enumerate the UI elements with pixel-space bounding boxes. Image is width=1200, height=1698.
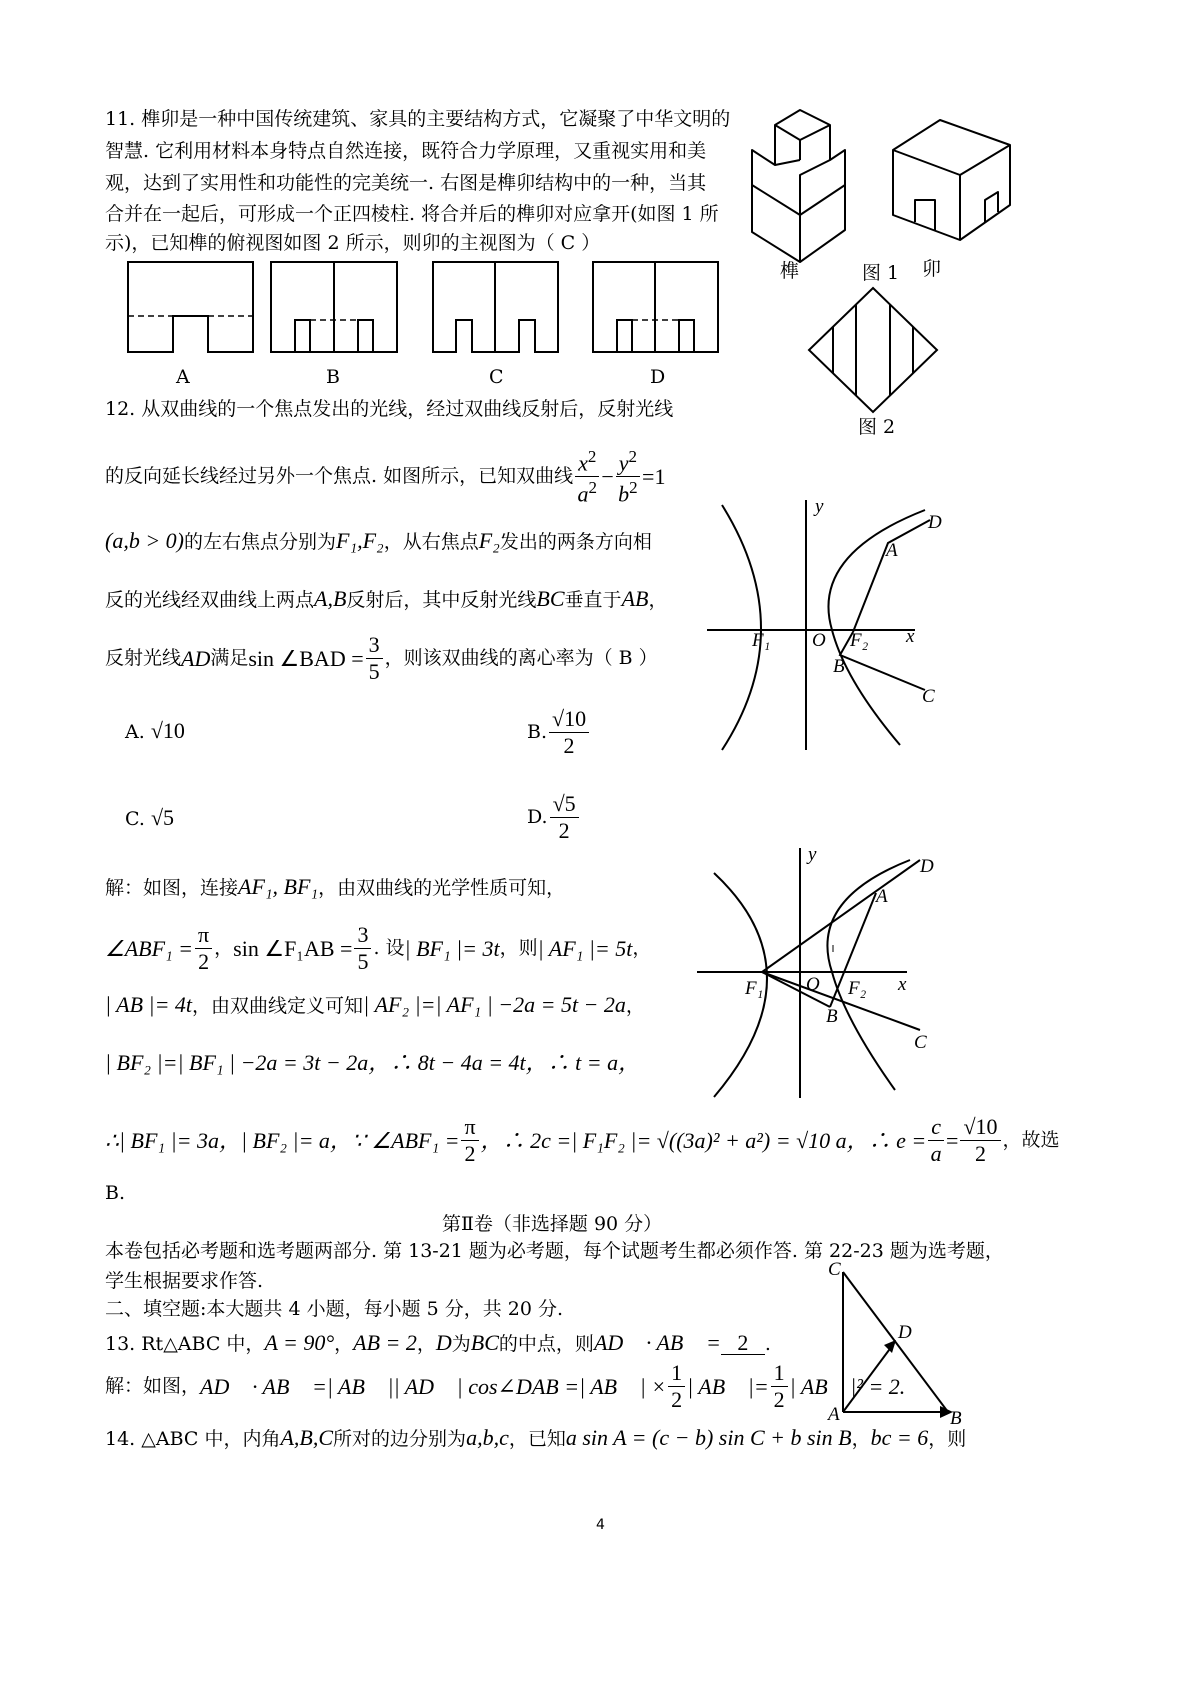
part2-intro-1: 本卷包括必考题和选考题两部分. 第 13-21 题为必考题，每个试题考生都必须作答. 第 22-23 题为选考题， [105, 1240, 1004, 1262]
q11-line-1: 11. 榫卯是一种中国传统建筑、家具的主要结构方式，它凝聚了中华文明的 [105, 108, 731, 130]
text: ，故选 [1002, 1129, 1060, 1151]
point-b-label: B [833, 656, 845, 677]
den: 2 [558, 818, 570, 843]
math: a sin A = (c − b) sin C + b sin B [565, 1425, 852, 1450]
den: 5 [368, 659, 380, 684]
point-d-label: D [928, 512, 942, 533]
math: a,b,c [466, 1425, 509, 1450]
q12-line-4 [105, 588, 667, 610]
y-var: y [618, 450, 629, 476]
points-ab: A,B [314, 586, 347, 611]
solution-line-1 [105, 876, 565, 898]
den: 2 [198, 949, 210, 974]
option-a-label: A [176, 366, 190, 388]
math: ，∴ 2c =| F₁F₂ |= √((3a)² + a²) = √10 a，∴ e = [480, 1127, 927, 1153]
bc: BC [536, 586, 565, 611]
math: sin ∠F₁AB = [233, 935, 353, 961]
vertex-c-label: C [828, 1259, 841, 1280]
f2: F₂ [478, 528, 500, 553]
a-var: a [577, 481, 589, 507]
point-d-label: D [920, 856, 934, 877]
ab-condition: (a,b > 0) [105, 528, 184, 553]
f2-label: F₂ [850, 630, 869, 651]
point-a-label: A [886, 540, 898, 561]
text: 的左右焦点分别为 [184, 531, 337, 553]
num: 3 [354, 924, 371, 949]
text: 反的光线经双曲线上两点 [105, 589, 315, 611]
vertex-a-label: A [828, 1404, 840, 1425]
choice-d[interactable] [527, 793, 581, 842]
text: ，已知 [508, 1428, 566, 1450]
exp: 2 [628, 447, 638, 466]
q11-line-4: 合并在一起后，可形成一个正四棱柱. 将合并后的榫卯对应拿开(如图 1 所 [105, 203, 719, 225]
num: c [928, 1116, 944, 1141]
choice-label: C. [125, 808, 145, 830]
den: 2 [464, 1141, 476, 1166]
den: 2 [563, 733, 575, 758]
den: 2 [671, 1387, 683, 1412]
math: A = 90° [264, 1330, 335, 1355]
text: 所对的边分别为 [333, 1428, 467, 1450]
fig1-caption: 图 1 [862, 262, 900, 284]
text: 反射后，其中反射光线 [346, 589, 537, 611]
x-axis-label: x [898, 974, 907, 995]
q11-line-5: 示)，已知榫的俯视图如图 2 所示，则卯的主视图为（ C ） [105, 232, 601, 254]
den: 2 [974, 1141, 986, 1166]
ad: AD [181, 645, 211, 671]
text: 反射光线 [105, 647, 182, 669]
minus-sign: − [601, 463, 614, 489]
fraction-3-5 [366, 634, 383, 683]
num: √10 [549, 708, 589, 733]
option-b-label: B [326, 366, 340, 388]
q12-line-5 [105, 634, 658, 683]
choice-c[interactable] [125, 807, 174, 829]
text: 解：如图， [105, 1375, 201, 1397]
math: AF₁, BF₁ [238, 874, 319, 899]
hyperbola-y-term [616, 448, 640, 506]
option-c-label: C [489, 366, 504, 388]
text: ，从右焦点 [383, 531, 479, 553]
part2-title: 第Ⅱ卷（非选择题 90 分） [442, 1213, 663, 1235]
solution-line-2 [105, 924, 651, 973]
text: 满足 [210, 647, 249, 669]
num: π [195, 924, 212, 949]
answer-blank: 2 [721, 1332, 765, 1355]
num: 1 [771, 1362, 788, 1387]
exp: 2 [629, 478, 638, 498]
point-a-label: A [876, 886, 888, 907]
q12-line-1: 12. 从双曲线的一个焦点发出的光线，经过双曲线反射后，反射光线 [105, 398, 674, 420]
solution-line-5 [105, 1116, 1060, 1165]
equals: = [946, 1127, 959, 1153]
vertex-b-label: B [950, 1408, 962, 1429]
text: . [764, 1333, 771, 1355]
text: ， [334, 1333, 354, 1355]
num: 1 [668, 1362, 685, 1387]
hyperbola-x-term [575, 448, 599, 506]
q13-solution [105, 1362, 905, 1411]
exp: 2 [588, 478, 597, 498]
page-number: 4 [596, 1517, 605, 1533]
choice-a[interactable] [125, 720, 185, 742]
num: √10 [960, 1116, 1000, 1141]
math: | AB |= 4t [105, 992, 193, 1017]
math: AB = 2 [353, 1330, 417, 1355]
fig1-mortise-label: 卯 [922, 258, 942, 280]
math: bc = 6 [870, 1425, 929, 1450]
solution-line-6: B. [105, 1182, 126, 1204]
sin-bad: sin ∠BAD = [248, 645, 364, 671]
math: BC [470, 1330, 499, 1355]
q14 [105, 1427, 966, 1449]
x-axis-label: x [906, 626, 915, 647]
math: | AB⃗ |= [687, 1373, 769, 1399]
text: 发出的两条方向相 [499, 531, 652, 553]
math: ∴| BF₁ |= 3a，| BF₂ |= a，∵ ∠ABF₁ = [105, 1127, 460, 1153]
math: | AF₁ |= 5t [537, 935, 633, 961]
fig2-caption: 图 2 [858, 416, 896, 438]
section-heading: 二、填空题:本大题共 4 小题，每小题 5 分，共 20 分. [105, 1298, 564, 1320]
choice-label: A. [125, 721, 145, 743]
choice-label: B. [527, 721, 548, 743]
equals-one: =1 [642, 463, 666, 489]
q11-line-2: 智慧. 它利用材料本身特点自然连接，既符合力学原理，又重视实用和美 [105, 140, 707, 162]
option-a-view [128, 262, 253, 352]
q12-line-2-text: 的反向延长线经过另外一个焦点. 如图所示，已知双曲线 [105, 465, 574, 488]
text: 的中点，则 [498, 1333, 594, 1355]
q13 [105, 1332, 771, 1355]
choice-b[interactable] [527, 708, 591, 757]
text: 垂直于 [564, 589, 622, 611]
text: ，由双曲线的光学性质可知， [318, 877, 566, 899]
fraction-pi-2 [461, 1116, 478, 1165]
f1-label: F₁ [752, 630, 771, 651]
fraction-3-5 [354, 924, 371, 973]
text: ， [851, 1428, 871, 1450]
text: ， [416, 1333, 436, 1355]
den: 2 [773, 1387, 785, 1412]
foci: F₁,F₂ [336, 528, 384, 553]
text: ， [625, 995, 645, 1017]
den: a [930, 1141, 942, 1166]
math: | AB⃗ |² = 2. [789, 1373, 906, 1399]
text: 解：如图，连接 [105, 877, 239, 899]
exp: 2 [587, 447, 597, 466]
fraction-1-2 [668, 1362, 685, 1411]
math: AD⃗ · AB⃗ = [593, 1330, 721, 1355]
choice-label: D. [527, 806, 548, 828]
text: ，由双曲线定义可知 [192, 995, 364, 1017]
fraction-c-a [928, 1116, 944, 1165]
choice-value: √5 [150, 805, 175, 830]
x-var: x [578, 450, 588, 476]
text: ，则 [928, 1428, 967, 1450]
point-d-label: D [898, 1322, 912, 1343]
num: √5 [550, 793, 579, 818]
text: . 设 [373, 937, 405, 959]
y-axis-label: y [808, 844, 817, 865]
math: | BF₂ |=| BF₁ | −2a = 3t − 2a [105, 1050, 369, 1075]
num: π [461, 1116, 478, 1141]
math: ∠ABF₁ = [105, 935, 194, 961]
fraction-pi-2 [195, 924, 212, 973]
part2-intro-2: 学生根据要求作答. [105, 1270, 264, 1292]
text: 14. △ABC 中，内角 [105, 1428, 281, 1450]
math: D [435, 1330, 452, 1355]
point-c-label: C [914, 1032, 927, 1053]
q11-line-3: 观，达到了实用性和功能性的完美统一. 右图是榫卯结构中的一种，当其 [105, 172, 707, 194]
fig1-tenon-label: 榫 [780, 260, 800, 282]
y-axis-label: y [815, 496, 824, 517]
origin-label: O [806, 974, 820, 995]
q12-line-3 [105, 530, 652, 552]
den: 5 [357, 949, 369, 974]
text: ， [214, 937, 234, 959]
math: A,B,C [280, 1425, 334, 1450]
math: | BF₁ |= 3t [404, 935, 500, 961]
math: AD⃗ · AB⃗ =| AB⃗ || AD⃗ | cos∠DAB =| AB⃗ | × [200, 1373, 667, 1399]
text: 13. Rt△ABC 中， [105, 1333, 265, 1355]
q12-line-2 [105, 448, 665, 506]
solution-line-4 [105, 1052, 640, 1074]
text: ，则该双曲线的离心率为（ B ） [384, 647, 658, 669]
text: ， [648, 589, 668, 611]
point-b-label: B [826, 1006, 838, 1027]
text: ， [632, 937, 652, 959]
num: 3 [366, 634, 383, 659]
origin-label: O [812, 630, 826, 651]
text: 为 [451, 1333, 471, 1355]
math: ，∴ 8t − 4a = 4t，∴ t = a， [368, 1050, 641, 1075]
choice-value: √10 [150, 718, 185, 743]
fraction-1-2 [771, 1362, 788, 1411]
b-var: b [618, 481, 630, 507]
math: | AF₂ |=| AF₁ | −2a = 5t − 2a [363, 992, 626, 1017]
fraction-sqrt10-2 [960, 1116, 1000, 1165]
f2-label: F₂ [848, 978, 867, 999]
point-c-label: C [922, 686, 935, 707]
ab: AB [621, 586, 649, 611]
text: ，则 [499, 937, 538, 959]
solution-line-3 [105, 994, 645, 1016]
f1-label: F₁ [745, 978, 764, 999]
option-d-label: D [650, 366, 666, 388]
